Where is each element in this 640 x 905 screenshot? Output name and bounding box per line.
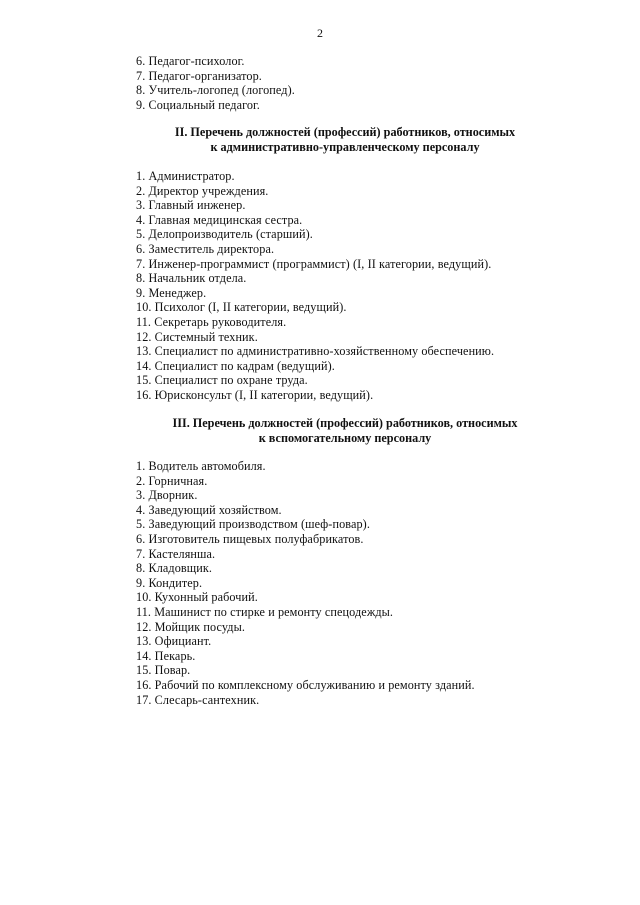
list-item: 5. Делопроизводитель (старший). bbox=[136, 227, 313, 242]
auxiliary-staff-list bbox=[136, 459, 475, 707]
list-item: 9. Социальный педагог. bbox=[136, 97, 260, 112]
list-item: 13. Официант. bbox=[136, 634, 212, 649]
list-item: 9. Кондитер. bbox=[136, 575, 203, 590]
list-item: 14. Пекарь. bbox=[136, 648, 196, 663]
list-item: 8. Начальник отдела. bbox=[136, 271, 247, 286]
administrative-staff-list bbox=[136, 169, 494, 403]
list-item: 4. Заведующий хозяйством. bbox=[136, 502, 282, 517]
list-item: 16. Юрисконсульт (I, II категории, ведущий). bbox=[136, 387, 374, 402]
list-item: 8. Учитель-логопед (логопед). bbox=[136, 83, 295, 98]
list-item: 3. Главный инженер. bbox=[136, 198, 246, 213]
list-item: 2. Директор учреждения. bbox=[136, 183, 269, 198]
list-item: 7. Кастелянша. bbox=[136, 546, 216, 561]
list-item: 12. Системный техник. bbox=[136, 329, 258, 344]
list-item: 6. Заместитель директора. bbox=[136, 241, 275, 256]
list-item: 3. Дворник. bbox=[136, 488, 198, 503]
list-item: 2. Горничная. bbox=[136, 473, 208, 488]
list-item: 6. Педагог-психолог. bbox=[136, 54, 245, 68]
list-item: 4. Главная медицинская сестра. bbox=[136, 212, 303, 227]
list-item: 1. Администратор. bbox=[136, 169, 235, 183]
list-item: 5. Заведующий производством (шеф-повар). bbox=[136, 517, 370, 532]
page-number: 2 bbox=[317, 26, 323, 40]
list-item: 8. Кладовщик. bbox=[136, 561, 213, 576]
list-item: 17. Слесарь-сантехник. bbox=[136, 692, 260, 707]
list-item: 6. Изготовитель пищевых полуфабрикатов. bbox=[136, 531, 364, 546]
list-item: 12. Мойщик посуды. bbox=[136, 619, 246, 634]
section-2-heading-line1: II. Перечень должностей (профессий) работников, относимых bbox=[174, 125, 516, 139]
list-item: 9. Менеджер. bbox=[136, 285, 207, 300]
list-item: 7. Инженер-программист (программист) (I, II категории, ведущий). bbox=[136, 256, 492, 271]
section-2-heading bbox=[25, 125, 640, 154]
list-item: 14. Специалист по кадрам (ведущий). bbox=[136, 358, 335, 373]
intro-position-list bbox=[136, 54, 295, 112]
list-item: 10. Кухонный рабочий. bbox=[136, 590, 258, 605]
list-item: 13. Специалист по административно-хозяйственному обеспечению. bbox=[136, 344, 495, 359]
section-3-heading-line2: к вспомогательному персоналу bbox=[258, 430, 432, 445]
list-item: 16. Рабочий по комплексному обслуживанию и ремонту зданий. bbox=[136, 677, 475, 692]
list-item: 15. Повар. bbox=[136, 663, 191, 678]
section-2-heading-line2: к административно-управленческому персоналу bbox=[210, 139, 480, 154]
list-item: 15. Специалист по охране труда. bbox=[136, 373, 308, 388]
list-item: 10. Психолог (I, II категории, ведущий). bbox=[136, 300, 347, 315]
list-item: 11. Секретарь руководителя. bbox=[136, 314, 287, 329]
section-3-heading-line1: III. Перечень должностей (профессий) работников, относимых bbox=[172, 416, 518, 430]
list-item: 7. Педагог-организатор. bbox=[136, 68, 262, 83]
list-item: 1. Водитель автомобиля. bbox=[136, 459, 266, 473]
list-item: 11. Машинист по стирке и ремонту спецодежды. bbox=[136, 604, 394, 619]
section-3-heading bbox=[25, 416, 640, 445]
